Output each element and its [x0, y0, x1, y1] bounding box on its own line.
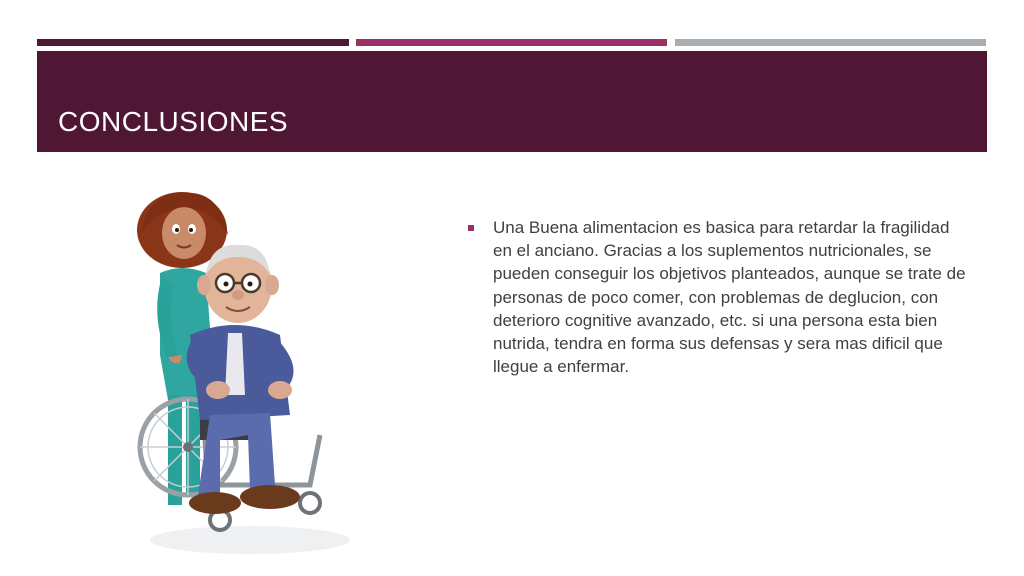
title-bar: [37, 51, 987, 152]
accent-stripe-magenta: [356, 39, 667, 46]
slide-title: CONCLUSIONES: [58, 106, 289, 137]
bullet-item: [466, 216, 966, 378]
accent-stripe-gray: [675, 39, 986, 46]
content-area: [466, 216, 966, 378]
nurse-pushing-elderly-man-wheelchair-icon: [120, 185, 380, 565]
accent-stripe-dark: [37, 39, 349, 46]
square-bullet-icon: [468, 225, 474, 231]
bullet-text: Una Buena alimentacion es basica para retardar la fragilidad en el anciano. Gracias a los suplementos nutricionales, se pueden conseguir los objetivos planteados, aunque se trate de personas de poco comer, con problemas de deglucion, con deterioro cognitive avanzado, etc. si una persona esta bien nutrida, tendra en forma sus defensas y sera mas dificil que llegue a enfermar.: [493, 218, 966, 377]
nurse-wheelchair-illustration: [120, 185, 380, 565]
